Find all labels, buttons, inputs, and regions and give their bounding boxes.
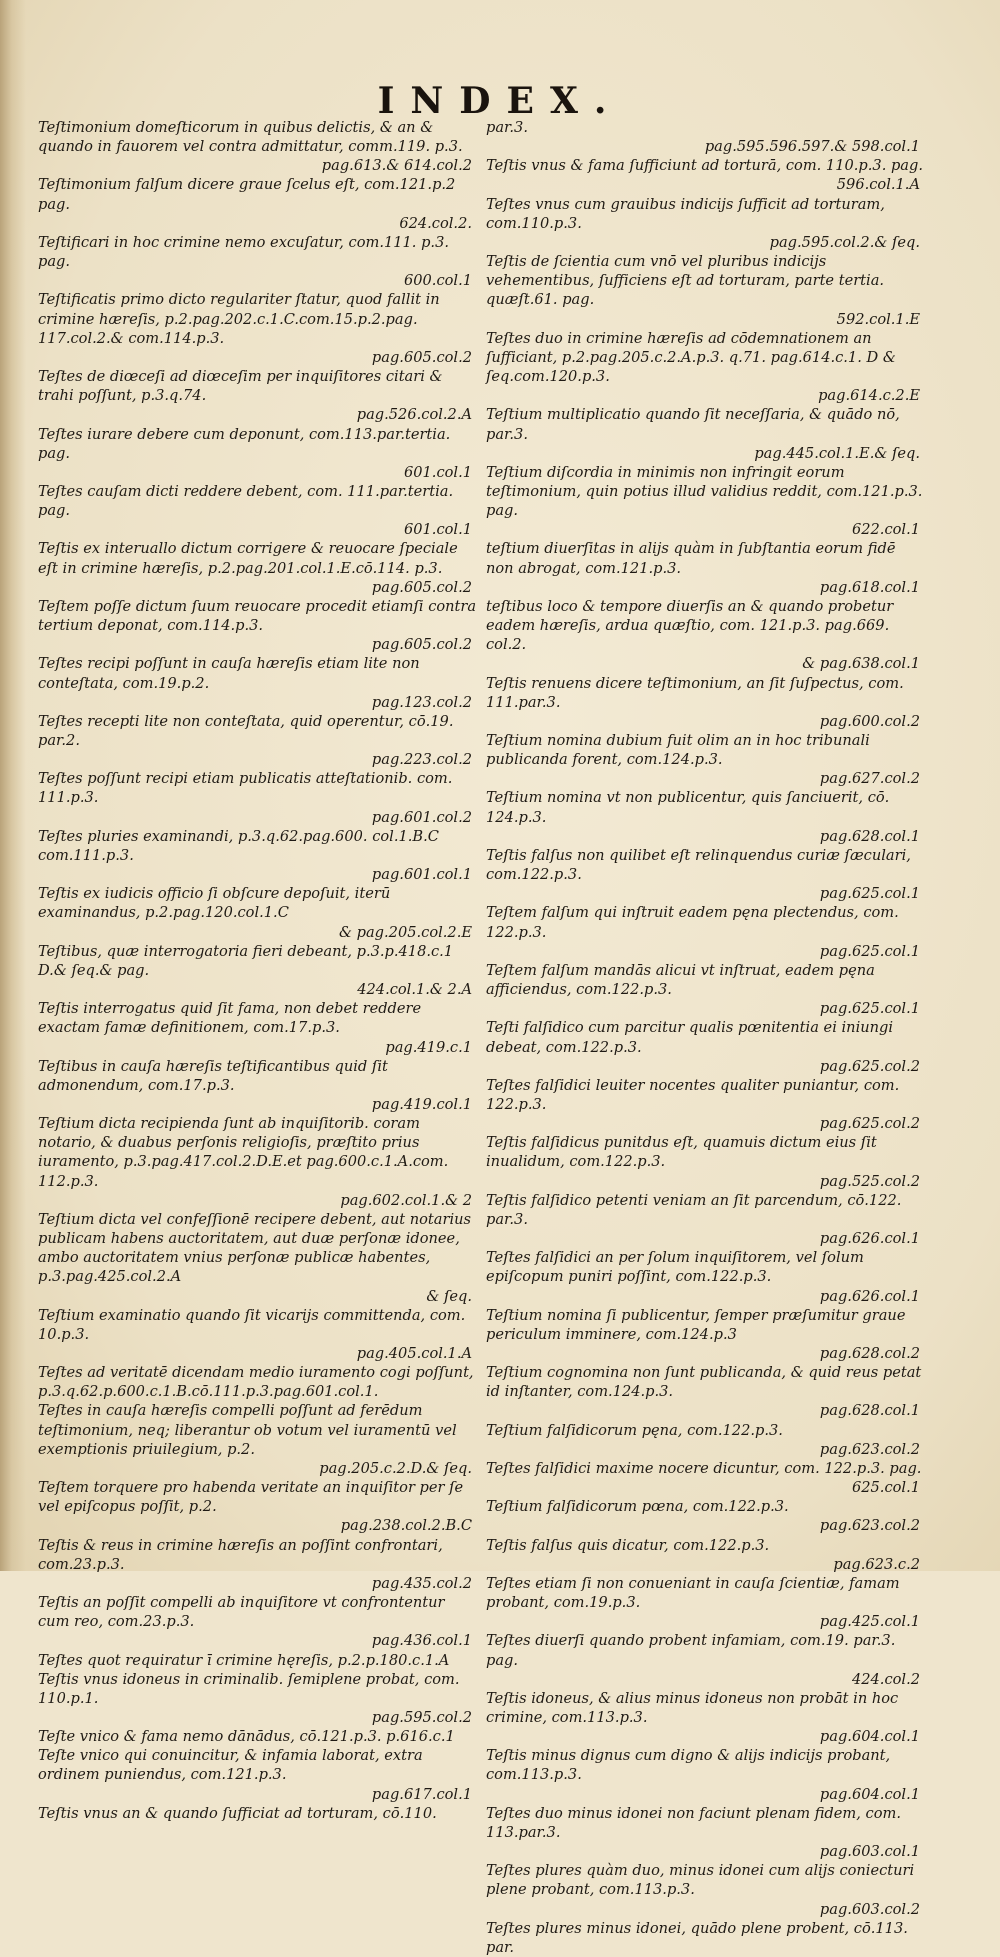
index-entry [38,539,478,596]
entry-page-ref: pag.419.c.1 [385,1038,472,1056]
entry-text: Teſtificatis primo dicto regulariter ſtatur, quod fallit in crimine hæreſis, p.2.pag.202.c.1.C.com.15.p.2.pag. 117.col.2.& com.114.p.3. [38,291,440,347]
entry-text: Teſtes plures minus idonei, quādo plene probent, cō.113. par. [486,1919,908,1956]
index-entry [38,118,478,175]
entry-text: Teſtium nomina vt non publicentur, quis ſanciuerit, cō. 124.p.3. [486,789,890,826]
index-entry [38,482,478,539]
entry-text: Teſtis de ſcientia cum vnō vel pluribus indicijs vehementibus, ſufficiens eſt ad torturam, parte tertia. quæſt.61. pag. [486,253,885,309]
entry-text: Teſtium nomina dubium fuit olim an in hoc tribunali publicanda forent, com.124.p.3. [486,732,870,769]
entry-text: Teſtis ex interuallo dictum corrigere & reuocare ſpeciale eſt in crimine hæreſis, p.2.pag.201.col.1.E.cō.114. p.3. [38,540,458,577]
index-entry [38,942,478,999]
index-entry [38,1593,478,1650]
index-entry [486,788,926,845]
index-entry [486,463,926,540]
entry-page-ref: pag.623.c.2 [833,1555,920,1573]
entry-text: Teſtium dicta vel confeſſionē recipere debent, aut notarius publicam habens auctoritatem, aut duæ perſonæ idonee, ambo auctoritatem vnius perſonæ publicæ habentes, p.3.pag.425.col.2.A [38,1210,472,1286]
index-entry [486,1421,926,1459]
entry-text: Teſtes falſidici leuiter nocentes qualiter puniantur, com. 122.p.3. [486,1076,900,1113]
entry-text: Teſtis vnus idoneus in criminalib. ſemiplene probat, com. 110.p.1. [38,1670,460,1707]
entry-page-ref: 625.col.1 [851,1479,920,1497]
index-entry [486,1689,926,1746]
index-entry [486,156,926,194]
index-entry [486,1459,926,1497]
index-entry [38,233,478,290]
entry-page-ref: pag.614.c.2.E [818,387,920,405]
entry-text: Teſtes duo in crimine hæreſis ad cōdemnationem an ſufficiant, p.2.pag.205.c.2.A.p.3. q.71. pag.614.c.1. D & ſeq.com.120.p.3. [486,329,896,386]
entry-text: Teſtium nomina ſi publicentur, ſemper præſumitur graue periculum imminere, com.124.p.3 [486,1306,906,1343]
entry-text: Teſtes duo minus idonei non faciunt plenam fidem, com. 113.par.3. [486,1804,901,1841]
entry-page-ref: 424.col.1.& 2.A [357,981,472,999]
entry-page-ref: pag.628.col.1 [819,827,920,845]
entry-text: Teſtium dicta recipienda ſunt ab inquiſitorib. coram notario, & duabus perſonis religioſis, præſtito prius iuramento, p.3.pag.417.col.2.D.E.et pag.600.c.1.A.com. 112.p.3. [38,1115,449,1190]
index-entry [486,1191,926,1248]
entry-page-ref: pag.625.col.1 [819,942,920,960]
index-entry [486,1536,926,1574]
index-entry [38,367,478,424]
index-entry [486,1497,926,1535]
entry-text: Teſtes ad veritatē dicendam medio iuramento cogi poſſunt, p.3.q.62.p.600.c.1.B.cō.111.p.3.pag.601.col.1. [38,1364,474,1401]
entry-text: Teſtibus in cauſa hæreſis teſtificantibus quid ſit admonendum, com.17.p.3. [38,1057,388,1094]
entry-page-ref: pag.602.col.1.& 2 [340,1191,472,1209]
entry-text: Teſtis minus dignus cum digno & alijs indicijs probant, com.113.p.3. [486,1747,891,1784]
index-entry [38,1210,478,1306]
entry-text: Teſtes pluries examinandi, p.3.q.62.pag.600. col.1.B.C com.111.p.3. [38,827,439,864]
entry-page-ref: pag.525.col.2 [819,1172,920,1190]
index-entry [486,846,926,903]
index-entry [38,712,478,769]
entry-text: Teſtes falſidici an per ſolum inquiſitorem, vel ſolum epiſcopum puniri poſſint, com.122.p.3. [486,1249,864,1286]
index-entry [486,329,926,406]
entry-text: Teſtis falſidicus punitdus eſt, quamuis dictum eius ſit inualidum, com.122.p.3. [486,1134,877,1171]
entry-page-ref: pag.625.col.2 [819,1115,920,1133]
entry-text: Teſtis falſus quis dicatur, com.122.p.3. [486,1536,770,1554]
index-entry [486,731,926,788]
entry-page-ref: pag.526.col.2.A [356,406,472,424]
entry-page-ref: 424.col.2 [851,1670,920,1688]
index-entry [38,827,478,884]
entry-text: Teſtem poſſe dictum ſuum reuocare procedit etiamſi contra tertium deponat, com.114.p.3. [38,597,477,635]
entry-text: Teſtis falſus non quilibet eſt relinquendus curiæ ſæculari, com.122.p.3. [486,846,911,884]
index-entry [486,1018,926,1075]
index-entry [486,1919,926,1957]
entry-page-ref: 596.col.1.A [836,176,920,194]
entry-text: Teſtem torquere pro habenda veritate an inquiſitor per ſe vel epiſcopus poſſit, p.2. [38,1479,464,1516]
index-entry [486,1861,926,1918]
entry-text: Teſtibus, quæ interrogatoria fieri debeant, p.3.p.418.c.1 D.& ſeq.& pag. [38,942,454,979]
entry-page-ref: pag.626.col.1 [819,1230,920,1248]
entry-page-ref: pag.445.col.1.E.& ſeq. [754,444,920,462]
entry-page-ref: pag.625.col.1 [819,885,920,903]
entry-text: Teſtes falſidici maxime nocere dicuntur, com. 122.p.3. pag. [486,1459,922,1477]
entry-page-ref: pag.595.col.2 [371,1708,472,1726]
entry-text: Teſtis ex iudicis officio ſi obſcure depoſuit, iterū examinandus, p.2.pag.120.col.1.C [38,885,391,922]
entry-text: Teſtem falſum qui inſtruit eadem pęna plectendus, com. 122.p.3. [486,904,899,941]
index-entry [486,903,926,960]
index-entry [38,654,478,711]
entry-text: Teſte vnico qui conuincitur, & infamia laborat, extra ordinem puniendus, com.121.p.3. [38,1747,423,1784]
entry-text: Teſtis & reus in crimine hæreſis an poſſint confrontari, com.23.p.3. [38,1536,443,1573]
entry-page-ref: pag.627.col.2 [819,770,920,788]
index-entry [486,1133,926,1190]
index-entry [38,175,478,232]
index-entry [486,539,926,596]
index-entry [486,195,926,252]
index-entry [486,1804,926,1861]
entry-text: Teſtis renuens dicere teſtimonium, an ſit ſuſpectus, com. 111.par.3. [486,674,904,711]
index-entry [38,1057,478,1114]
entry-page-ref: pag.604.col.1 [819,1728,920,1746]
entry-page-ref: pag.605.col.2 [371,636,472,654]
binding-shadow [0,0,26,1571]
entry-page-ref: & pag.205.col.2.E [339,923,472,941]
entry-text: Teſtimonium domeſticorum in quibus delictis, & an & quando in fauorem vel contra admittatur, comm.119. p.3. [38,119,463,156]
entry-text: Teſtes plures quàm duo, minus idonei cum alijs coniecturi plene probant, com.113.p.3. [486,1862,915,1899]
entry-page-ref: pag.613.& 614.col.2 [321,157,472,175]
entry-page-ref: pag.595.col.2.& ſeq. [769,233,920,251]
entry-text: Teſtium examinatio quando ſit vicarijs committenda, com. 10.p.3. [38,1306,466,1343]
entry-text: Teſtium cognomina non ſunt publicanda, & quid reus petat id inſtanter, com.124.p.3. [486,1364,922,1401]
index-entry [486,1631,926,1688]
index-entry [38,999,478,1056]
entry-page-ref: 600.col.1 [403,272,472,290]
entry-page-ref: pag.626.col.1 [819,1287,920,1305]
entry-text: Teſtis vnus & fama ſufficiunt ad torturā, com. 110.p.3. pag. [486,157,923,175]
index-entry [486,252,926,329]
index-entry [38,1114,478,1210]
index-entry [38,1746,478,1803]
entry-text: Teſtis vnus an & quando ſufficiat ad torturam, cō.110. [38,1804,437,1822]
index-entry [486,961,926,1018]
index-entry [38,425,478,482]
index-entry [38,1306,478,1363]
index-entry [486,597,926,674]
entry-page-ref: 601.col.1 [403,463,472,481]
entry-text: Teſtes cauſam dicti reddere debent, com. 111.par.tertia. pag. [38,482,454,520]
right-column [486,118,926,1957]
entry-page-ref: pag.419.col.1 [371,1095,472,1113]
index-entry [486,1248,926,1305]
entry-text: Teſtium falſidicorum pœna, com.122.p.3. [486,1498,789,1516]
index-entry [486,405,926,462]
entry-page-ref: pag.123.col.2 [371,693,472,711]
index-entry [486,118,926,156]
entry-page-ref: pag.623.col.2 [819,1440,920,1458]
index-entry [486,1746,926,1803]
entry-page-ref: pag.618.col.1 [819,578,920,596]
left-column [38,118,478,1823]
entry-text: Teſtium falſidicorum pęna, com.122.p.3. [486,1421,783,1439]
entry-page-ref: pag.600.col.2 [819,712,920,730]
entry-page-ref: pag.603.col.2 [819,1900,920,1918]
entry-text: Teſtes vnus cum grauibus indicijs ſufficit ad torturam, com.110.p.3. [486,195,885,232]
entry-page-ref: 622.col.1 [851,521,920,539]
entry-page-ref: pag.405.col.1.A [356,1345,472,1362]
index-entry [38,1536,478,1593]
index-entry [38,884,478,941]
entry-text: par.3. [486,119,528,136]
entry-page-ref: pag.435.col.2 [371,1574,472,1592]
entry-page-ref: pag.623.col.2 [819,1517,920,1535]
entry-text: Teſtes recepti lite non conteſtata, quid operentur, cō.19. par.2. [38,712,454,749]
page-header: INDEX. [377,80,623,122]
entry-text: Teſtis idoneus, & alius minus idoneus non probāt in hoc crimine, com.113.p.3. [486,1689,899,1726]
index-entry [486,674,926,731]
entry-page-ref: pag.625.col.1 [819,1000,920,1018]
entry-page-ref: pag.436.col.1 [371,1632,472,1650]
entry-page-ref: & pag.638.col.1 [802,655,920,673]
entry-text: Teſti falſidico cum parcitur qualis pœnitentia ei iniungi debeat, com.122.p.3. [486,1019,894,1056]
entry-page-ref: pag.425.col.1 [819,1613,920,1631]
index-entry [38,1804,478,1823]
index-entry [38,1651,478,1670]
entry-text: Teſtes iurare debere cum deponunt, com.113.par.tertia. pag. [38,425,451,462]
entry-page-ref: pag.628.col.1 [819,1402,920,1420]
entry-text: Teſtificari in hoc crimine nemo excuſatur, com.111. p.3. pag. [38,233,449,271]
entry-page-ref: pag.617.col.1 [371,1785,472,1803]
entry-text: Teſtes etiam ſi non conueniant in cauſa ſcientiæ, famam probant, com.19.p.3. [486,1574,900,1612]
entry-page-ref: 601.col.1 [403,521,472,539]
entry-text: Teſtimonium falſum dicere graue ſcelus eſt, com.121.p.2 pag. [38,176,456,213]
index-entry [486,1363,926,1420]
entry-page-ref: pag.601.col.2 [371,808,472,826]
entry-text: Teſtes in cauſa hæreſis compelli poſſunt ad ferēdum teſtimonium, neq; liberantur ob votum vel iuramentū vel exemptionis priuilegium, p.2. [38,1402,457,1458]
entry-text: Teſtes de diœceſi ad diœceſim per inquiſitores citari & trahi poſſunt, p.3.q.74. [38,368,443,405]
entry-text: Teſtes poſſunt recipi etiam publicatis atteſtationib. com. 111.p.3. [38,770,453,807]
entry-text: Teſtem falſum mandās alicui vt inſtruat, eadem pęna afficiendus, com.122.p.3. [486,961,875,999]
index-entry [38,769,478,826]
entry-text: Teſte vnico & fama nemo dānādus, cō.121.p.3. p.616.c.1 [38,1728,455,1746]
index-entry [38,597,478,654]
entry-text: Teſtis an poſſit compelli ab inquiſitore vt confrontentur cum reo, com.23.p.3. [38,1594,445,1631]
index-entry [38,1670,478,1727]
entry-page-ref: pag.238.col.2.B.C [340,1517,472,1535]
entry-text: Teſtes quot requiratur ī crimine hęreſis, p.2.p.180.c.1.A [38,1651,450,1669]
entry-page-ref: pag.205.c.2.D.& ſeq. [319,1459,472,1477]
index-entry [38,1478,478,1535]
entry-text: teſtium diuerſitas in alijs quàm in ſubſtantia eorum fidē non abrogat, com.121.p.3. [486,540,896,577]
entry-text: Teſtes diuerſi quando probent infamiam, com.19. par.3. pag. [486,1632,896,1669]
entry-page-ref: pag.605.col.2 [371,578,472,596]
entry-page-ref: pag.601.col.1 [371,866,472,884]
index-entry [38,1401,478,1478]
entry-text: Teſtis falſidico petenti veniam an ſit parcendum, cō.122. par.3. [486,1191,902,1228]
index-entry [486,1306,926,1363]
index-entry [38,1727,478,1746]
entry-text: Teſtes recipi poſſunt in cauſa hæreſis etiam lite non conteſtata, com.19.p.2. [38,655,420,692]
index-entry [38,1363,478,1401]
index-entry [38,290,478,367]
entry-page-ref: & ſeq. [426,1287,472,1305]
entry-page-ref: 624.col.2. [399,214,472,232]
entry-page-ref: pag.595.596.597.& 598.col.1 [704,138,920,156]
entry-page-ref: pag.603.col.1 [819,1843,920,1861]
entry-page-ref: pag.604.col.1 [819,1785,920,1803]
entry-page-ref: pag.628.col.2 [819,1345,920,1362]
entry-page-ref: pag.605.col.2 [371,348,472,366]
entry-page-ref: pag.625.col.2 [819,1057,920,1075]
entry-text: Teſtium diſcordia in minimis non infringit eorum teſtimonium, quin potius illud validius reddit, com.121.p.3. pag. [486,463,923,520]
entry-page-ref: pag.223.col.2 [371,751,472,769]
index-entry [486,1574,926,1631]
index-entry [486,1076,926,1133]
entry-text: Teſtis interrogatus quid ſit fama, non debet reddere exactam famæ definitionem, com.17.p.3. [38,1000,422,1037]
entry-text: teſtibus loco & tempore diuerſis an & quando probetur eadem hæreſis, ardua quæſtio, com. 121.p.3. pag.669. col.2. [486,597,894,654]
entry-text: Teſtium multiplicatio quando ſit neceſſaria, & quādo nō, par.3. [486,406,900,443]
entry-page-ref: 592.col.1.E [836,310,920,328]
